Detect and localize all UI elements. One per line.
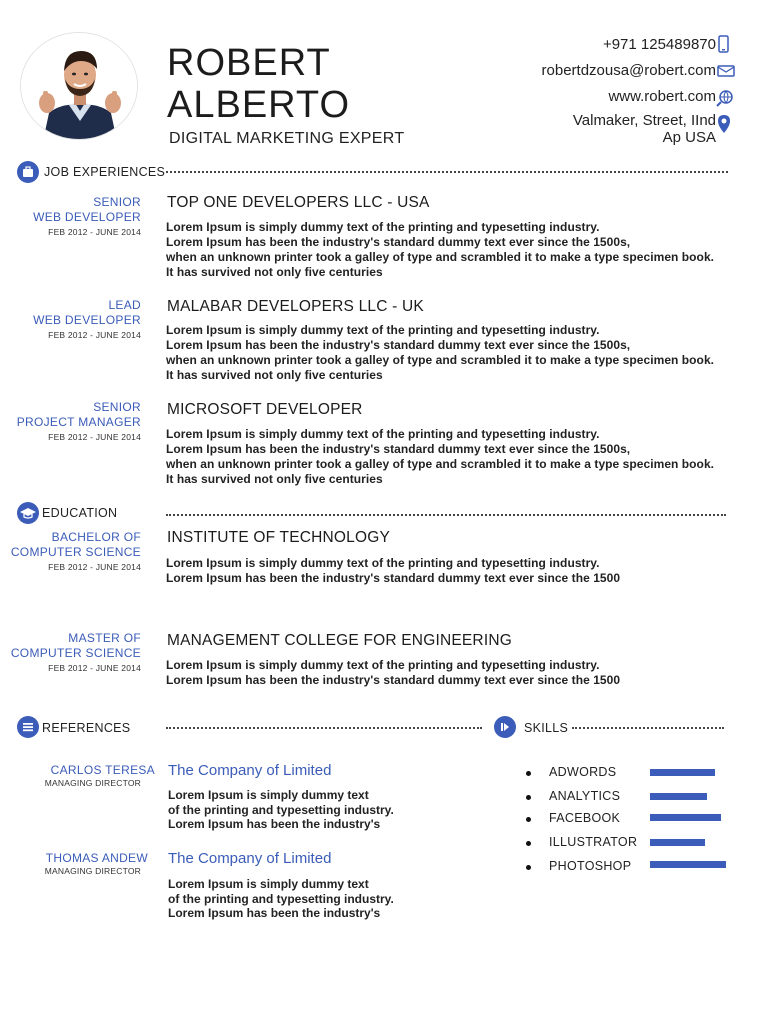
education-dates: FEB 2012 - JUNE 2014 bbox=[48, 663, 141, 673]
section-divider bbox=[166, 727, 482, 729]
job-description: Lorem Ipsum is simply dummy text of the printing and typesetting industry. Lorem Ipsum has been the industry's standard dummy text ever since the 1500s, when an unknown printer took a galley of type and scrambled it to make a type specimen book. It has survived not only five centuries bbox=[166, 220, 715, 279]
job-role-line1: SENIOR bbox=[93, 195, 141, 209]
degree-line2: COMPUTER SCIENCE bbox=[10, 646, 141, 660]
job-dates: FEB 2012 - JUNE 2014 bbox=[48, 227, 141, 237]
education-school: MANAGEMENT COLLEGE FOR ENGINEERING bbox=[167, 632, 512, 649]
education-description: Lorem Ipsum is simply dummy text of the printing and typesetting industry. Lorem Ipsum has been the industry's standard dummy text ever since the 1500 bbox=[166, 556, 621, 585]
job-role-line2: WEB DEVELOPER bbox=[33, 313, 141, 327]
degree-line1: MASTER OF bbox=[68, 631, 141, 645]
phone-number[interactable]: +971 125489870 bbox=[602, 36, 716, 53]
reference-description: Lorem Ipsum is simply dummy text of the printing and typesetting industry. Lorem Ipsum has been the industry's bbox=[168, 788, 394, 831]
job-role-line1: LEAD bbox=[108, 298, 141, 312]
skill-name: FACEBOOK bbox=[549, 811, 621, 825]
reference-company: The Company of Limited bbox=[168, 850, 332, 867]
section-title-job: JOB EXPERIENCES bbox=[44, 165, 166, 179]
phone-icon bbox=[716, 35, 732, 51]
degree-line2: COMPUTER SCIENCE bbox=[10, 545, 141, 559]
job-description: Lorem Ipsum is simply dummy text of the printing and typesetting industry. Lorem Ipsum has been the industry's standard dummy text ever since the 1500s, when an unknown printer took a galley of type and scrambled it to make a type specimen book. It has survived not only five centuries bbox=[166, 323, 715, 382]
section-title-references: REFERENCES bbox=[42, 721, 131, 735]
job-dates: FEB 2012 - JUNE 2014 bbox=[48, 432, 141, 442]
section-divider bbox=[166, 171, 728, 173]
skill-bullet bbox=[526, 771, 531, 776]
section-divider bbox=[166, 514, 726, 516]
education-school: INSTITUTE OF TECHNOLOGY bbox=[167, 529, 391, 546]
list-icon bbox=[17, 716, 39, 738]
education-description: Lorem Ipsum is simply dummy text of the printing and typesetting industry. Lorem Ipsum has been the industry's standard dummy text ever since the 1500 bbox=[166, 658, 621, 687]
email-address[interactable]: robertdzousa@robert.com bbox=[541, 62, 716, 79]
skill-level-bar bbox=[650, 793, 707, 800]
skills-icon bbox=[494, 716, 516, 738]
job-title: DIGITAL MARKETING EXPERT bbox=[169, 130, 405, 147]
globe-search-icon bbox=[716, 89, 732, 105]
address-line1: Valmaker, Street, IInd bbox=[572, 112, 716, 129]
location-pin-icon bbox=[716, 114, 732, 130]
profile-photo bbox=[20, 32, 138, 140]
skill-name: PHOTOSHOP bbox=[549, 859, 632, 873]
reference-description: Lorem Ipsum is simply dummy text of the printing and typesetting industry. Lorem Ipsum has been the industry's bbox=[168, 877, 394, 920]
graduation-cap-icon bbox=[17, 502, 39, 524]
section-title-education: EDUCATION bbox=[42, 506, 118, 520]
job-description: Lorem Ipsum is simply dummy text of the printing and typesetting industry. Lorem Ipsum has been the industry's standard dummy text ever since the 1500s, when an unknown printer took a galley of type and scrambled it to make a type specimen book. It has survived not only five centuries bbox=[166, 427, 715, 486]
section-title-skills: SKILLS bbox=[524, 721, 569, 735]
job-dates: FEB 2012 - JUNE 2014 bbox=[48, 330, 141, 340]
skill-level-bar bbox=[650, 769, 715, 776]
address-line2: Ap USA bbox=[662, 129, 716, 146]
skill-bullet bbox=[526, 795, 531, 800]
skill-bullet bbox=[526, 817, 531, 822]
skill-bullet bbox=[526, 865, 531, 870]
email-icon bbox=[717, 64, 733, 80]
job-role-line1: SENIOR bbox=[93, 400, 141, 414]
skill-level-bar bbox=[650, 861, 726, 868]
job-role-line2: PROJECT MANAGER bbox=[16, 415, 141, 429]
website-link[interactable]: www.robert.com bbox=[608, 88, 716, 105]
skill-name: ILLUSTRATOR bbox=[549, 835, 638, 849]
job-company: MICROSOFT DEVELOPER bbox=[167, 401, 363, 418]
job-role-line2: WEB DEVELOPER bbox=[33, 210, 141, 224]
skill-level-bar bbox=[650, 839, 705, 846]
job-company: TOP ONE DEVELOPERS LLC - USA bbox=[167, 194, 430, 211]
education-dates: FEB 2012 - JUNE 2014 bbox=[48, 562, 141, 572]
reference-company: The Company of Limited bbox=[168, 762, 332, 779]
skill-name: ANALYTICS bbox=[549, 789, 621, 803]
reference-role: MANAGING DIRECTOR bbox=[44, 778, 141, 788]
skill-name: ADWORDS bbox=[549, 765, 617, 779]
name-last: ALBERTO bbox=[167, 84, 351, 126]
reference-name: THOMAS ANDEW bbox=[45, 851, 148, 865]
reference-role: MANAGING DIRECTOR bbox=[44, 866, 141, 876]
skill-bullet bbox=[526, 841, 531, 846]
reference-name: CARLOS TERESA bbox=[50, 763, 155, 777]
job-company: MALABAR DEVELOPERS LLC - UK bbox=[167, 298, 424, 315]
degree-line1: BACHELOR OF bbox=[51, 530, 141, 544]
section-divider bbox=[572, 727, 724, 729]
name-first: ROBERT bbox=[167, 42, 331, 84]
skill-level-bar bbox=[650, 814, 721, 821]
briefcase-icon bbox=[17, 161, 39, 183]
